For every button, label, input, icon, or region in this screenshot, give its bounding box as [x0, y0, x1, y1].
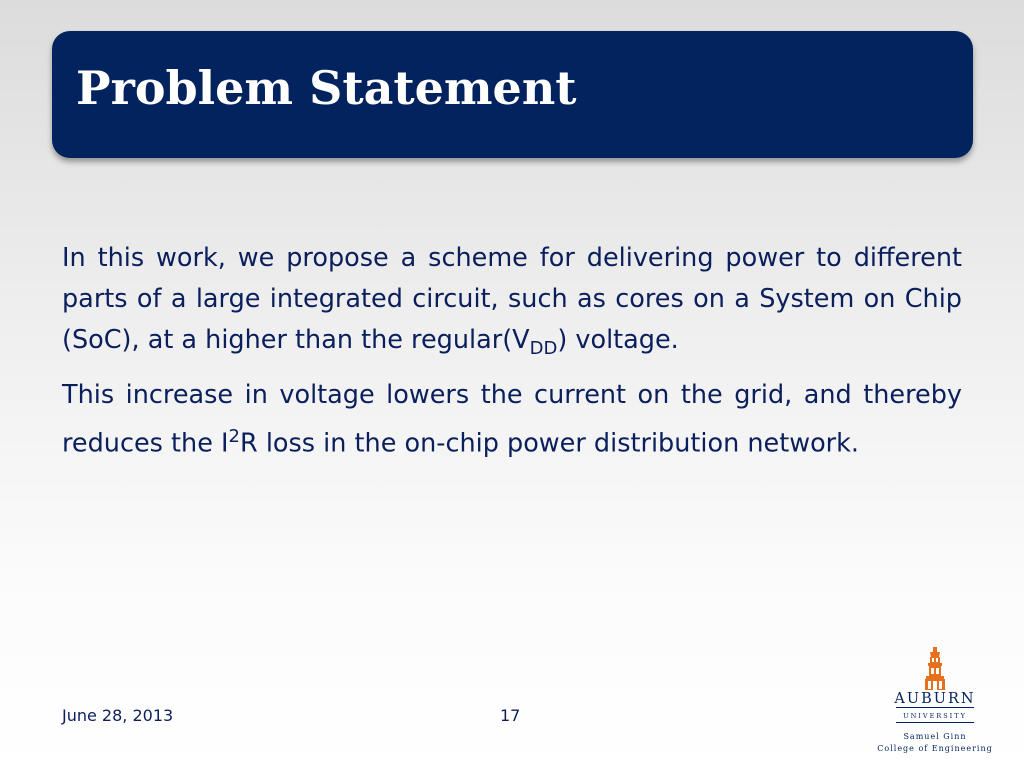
logo-divider	[896, 707, 974, 708]
vdd-subscript: DD	[529, 338, 558, 360]
auburn-logo	[860, 645, 1010, 760]
logo-divider-bottom	[896, 722, 974, 723]
tower-icon	[920, 647, 950, 691]
squared-superscript: 2	[228, 426, 240, 448]
paragraph-2-text: This increase in voltage lowers the current on the grid, and thereby reduces the I	[62, 380, 962, 459]
paragraph-1-text: In this work, we propose a scheme for delivering power to different parts of a large integrated circuit, such as cores on a System on Chip (SoC), at a higher than the regular(V	[62, 243, 962, 355]
page-number: 17	[500, 706, 521, 725]
slide-title: Problem Statement	[76, 61, 577, 115]
footer-date: June 28, 2013	[62, 706, 174, 725]
paragraph-2	[62, 375, 962, 465]
title-bar	[52, 31, 973, 158]
paragraph-1-tail: ) voltage.	[557, 325, 679, 355]
logo-university: UNIVERSITY	[903, 712, 967, 720]
paragraph-2-tail: R loss in the on-chip power distribution network.	[240, 428, 860, 459]
logo-college-line2: College of Engineering	[877, 744, 993, 753]
logo-name: AUBURN	[894, 691, 976, 707]
paragraph-1	[62, 238, 962, 369]
logo-college-line1: Samuel Ginn	[903, 732, 967, 741]
slide-content	[62, 238, 962, 471]
